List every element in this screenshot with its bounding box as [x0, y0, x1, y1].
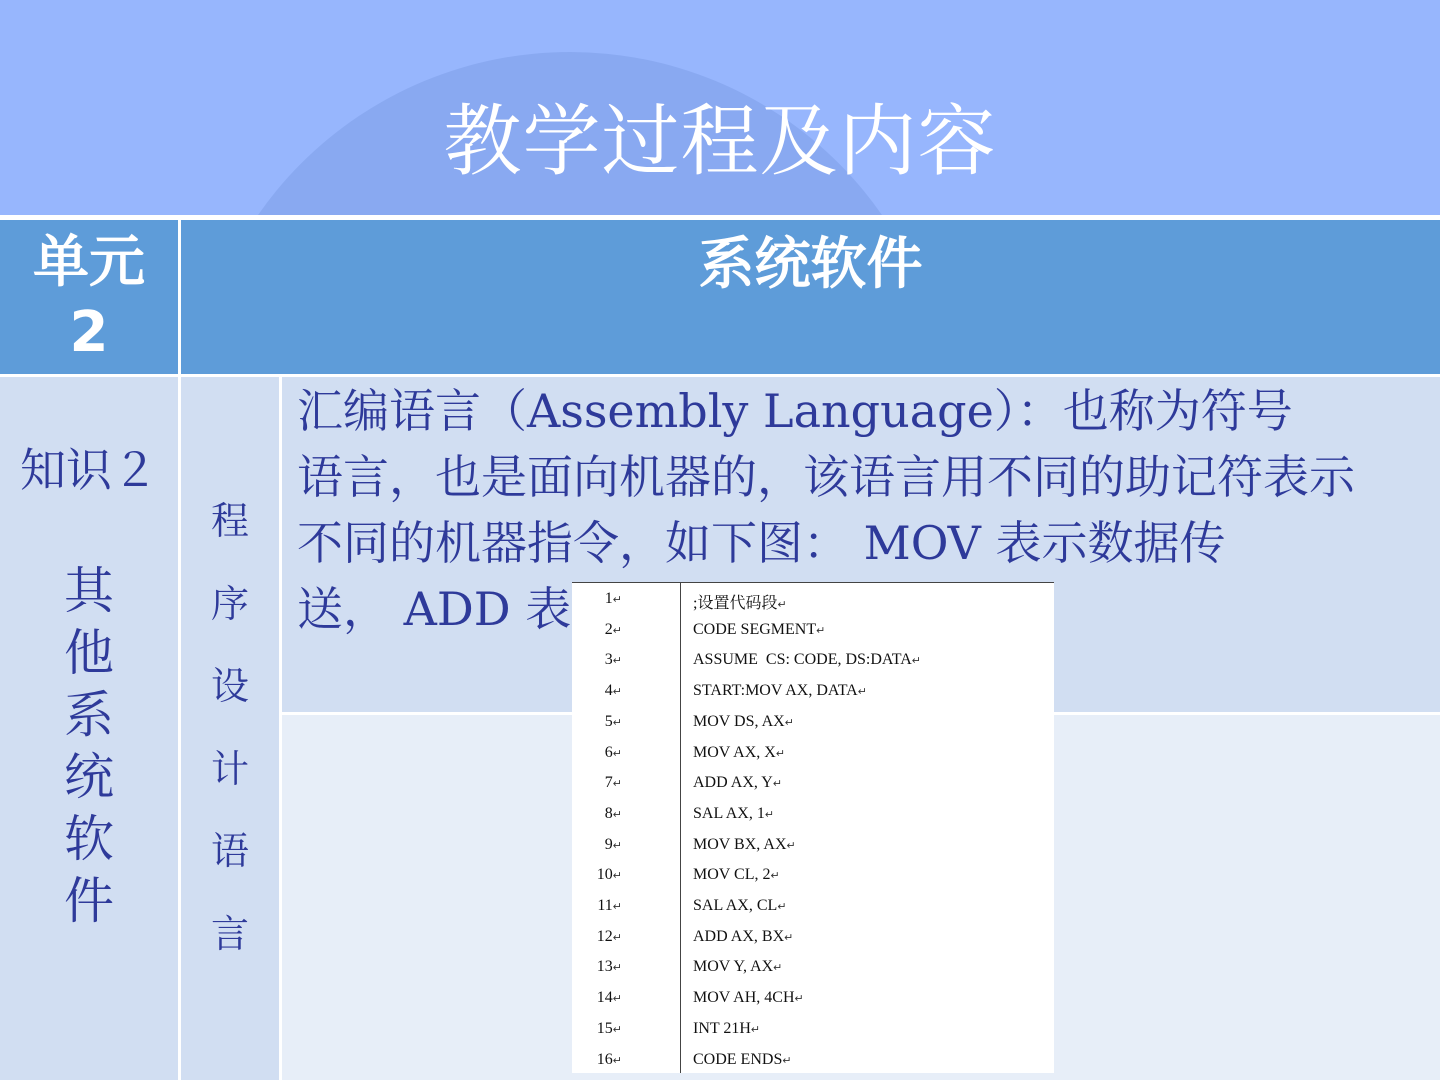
code-line-source: MOV DS, AX↵ [693, 712, 794, 730]
code-line [572, 982, 1054, 1013]
return-mark: ↵ [612, 931, 622, 944]
return-mark: ↵ [612, 778, 622, 791]
return-mark: ↵ [612, 901, 622, 913]
code-line [572, 1013, 1054, 1044]
code-line-source: SAL AX, CL↵ [693, 897, 787, 914]
knowledge-label: 知识２ [20, 443, 158, 497]
return-mark: ↵ [612, 594, 622, 606]
unit-label: 单元 [33, 230, 145, 295]
return-mark: ↵ [782, 1054, 792, 1067]
code-line [572, 829, 1054, 860]
code-line [572, 1044, 1054, 1074]
code-line [572, 767, 1054, 798]
return-mark: ↵ [911, 655, 921, 668]
return-mark: ↵ [794, 993, 804, 1006]
code-line-number: 6↵ [604, 743, 622, 761]
code-line-number: 9↵ [604, 835, 622, 853]
return-mark: ↵ [775, 747, 786, 760]
code-line-number: 1↵ [604, 590, 622, 607]
code-line-source: ADD AX, Y↵ [693, 774, 783, 792]
return-mark: ↵ [777, 599, 787, 611]
return-mark: ↵ [612, 747, 622, 760]
code-line-number: 14↵ [596, 989, 622, 1007]
return-mark: ↵ [857, 686, 867, 699]
code-line-number: 2↵ [604, 620, 622, 638]
unit-header-cell [0, 220, 178, 374]
return-mark: ↵ [764, 808, 775, 821]
code-line [572, 583, 1054, 614]
return-mark: ↵ [612, 1054, 622, 1067]
topic-header-cell [181, 220, 1440, 374]
unit-number: 2 [69, 300, 109, 365]
code-line-source: ;设置代码段↵ [693, 595, 787, 612]
return-mark: ↵ [784, 716, 794, 729]
assembly-code-figure [572, 582, 1054, 1073]
code-line-number: 15↵ [596, 1019, 622, 1037]
subtopic-vertical-text [181, 480, 279, 975]
code-line-number: 13↵ [596, 958, 622, 976]
code-line [572, 951, 1054, 982]
return-mark: ↵ [612, 624, 622, 637]
knowledge-name-char: 统 [64, 748, 114, 806]
subtopic-char: 程 [210, 499, 249, 543]
subtopic-char: 序 [210, 581, 249, 626]
code-line [572, 614, 1054, 645]
return-mark: ↵ [612, 993, 622, 1006]
return-mark: ↵ [612, 686, 622, 699]
code-line-number: 4↵ [604, 682, 622, 700]
return-mark: ↵ [612, 870, 622, 883]
return-mark: ↵ [612, 839, 622, 852]
content-line: 送， ADD 表 [297, 582, 572, 636]
knowledge-name-char: 件 [64, 872, 114, 930]
code-line-source: CODE SEGMENT↵ [693, 620, 826, 638]
code-line [572, 706, 1054, 737]
return-mark: ↵ [786, 839, 796, 852]
code-line-number: 7↵ [604, 774, 622, 792]
code-line-number: 3↵ [604, 651, 622, 669]
code-line-source: MOV AH, 4CH↵ [693, 989, 804, 1007]
knowledge-name-char: 他 [64, 624, 114, 682]
return-mark: ↵ [816, 624, 826, 637]
knowledge-name-char: 其 [64, 562, 114, 620]
content-line: 汇编语言（Assembly Language）：也称为符号 [297, 384, 1293, 438]
code-line [572, 890, 1054, 921]
subtopic-char: 语 [210, 829, 249, 873]
code-line-source: START:MOV AX, DATA↵ [693, 682, 867, 700]
return-mark: ↵ [612, 962, 622, 975]
return-mark: ↵ [773, 962, 783, 975]
code-line-source: SAL AX, 1↵ [693, 804, 775, 822]
code-line-source: MOV CL, 2↵ [693, 866, 780, 884]
content-line: 语言，也是面向机器的，该语言用不同的助记符表示 [297, 450, 1355, 504]
code-line-source: ASSUME CS: CODE, DS:DATA↵ [693, 651, 921, 669]
knowledge-name [0, 560, 178, 932]
knowledge-name-char: 软 [64, 810, 114, 868]
content-line: 不同的机器指令，如下图： MOV 表示数据传 [297, 516, 1226, 570]
subtopic-char: 计 [210, 746, 249, 791]
code-line [572, 737, 1054, 768]
code-line-number: 11↵ [597, 897, 622, 914]
return-mark: ↵ [612, 655, 622, 668]
return-mark: ↵ [784, 931, 794, 944]
code-line-source: INT 21H↵ [693, 1019, 761, 1037]
subtopic-char: 言 [210, 911, 249, 956]
return-mark: ↵ [750, 1023, 761, 1036]
code-line-source: MOV Y, AX↵ [693, 958, 783, 976]
code-line [572, 644, 1054, 675]
code-line-number: 16↵ [596, 1050, 622, 1068]
return-mark: ↵ [612, 1023, 622, 1036]
slide-title: 教学过程及内容 [443, 97, 997, 187]
code-line-source: MOV BX, AX↵ [693, 835, 796, 853]
return-mark: ↵ [612, 808, 622, 821]
return-mark: ↵ [777, 901, 787, 913]
code-line-source: ADD AX, BX↵ [693, 927, 794, 945]
code-line-number: 8↵ [604, 804, 622, 822]
code-line [572, 675, 1054, 706]
topic-title: 系统软件 [698, 232, 923, 297]
knowledge-name-char: 系 [64, 686, 114, 744]
code-line-number: 5↵ [604, 712, 622, 730]
return-mark: ↵ [612, 716, 622, 729]
return-mark: ↵ [770, 870, 780, 883]
return-mark: ↵ [772, 778, 783, 791]
code-line [572, 859, 1054, 890]
code-line-number: 12↵ [596, 927, 622, 945]
subtopic-char: 设 [210, 664, 249, 708]
code-line [572, 798, 1054, 829]
code-line-source: CODE ENDS↵ [693, 1050, 792, 1068]
code-line-source: MOV AX, X↵ [693, 743, 786, 761]
code-line [572, 921, 1054, 952]
code-line-number: 10↵ [596, 866, 622, 884]
